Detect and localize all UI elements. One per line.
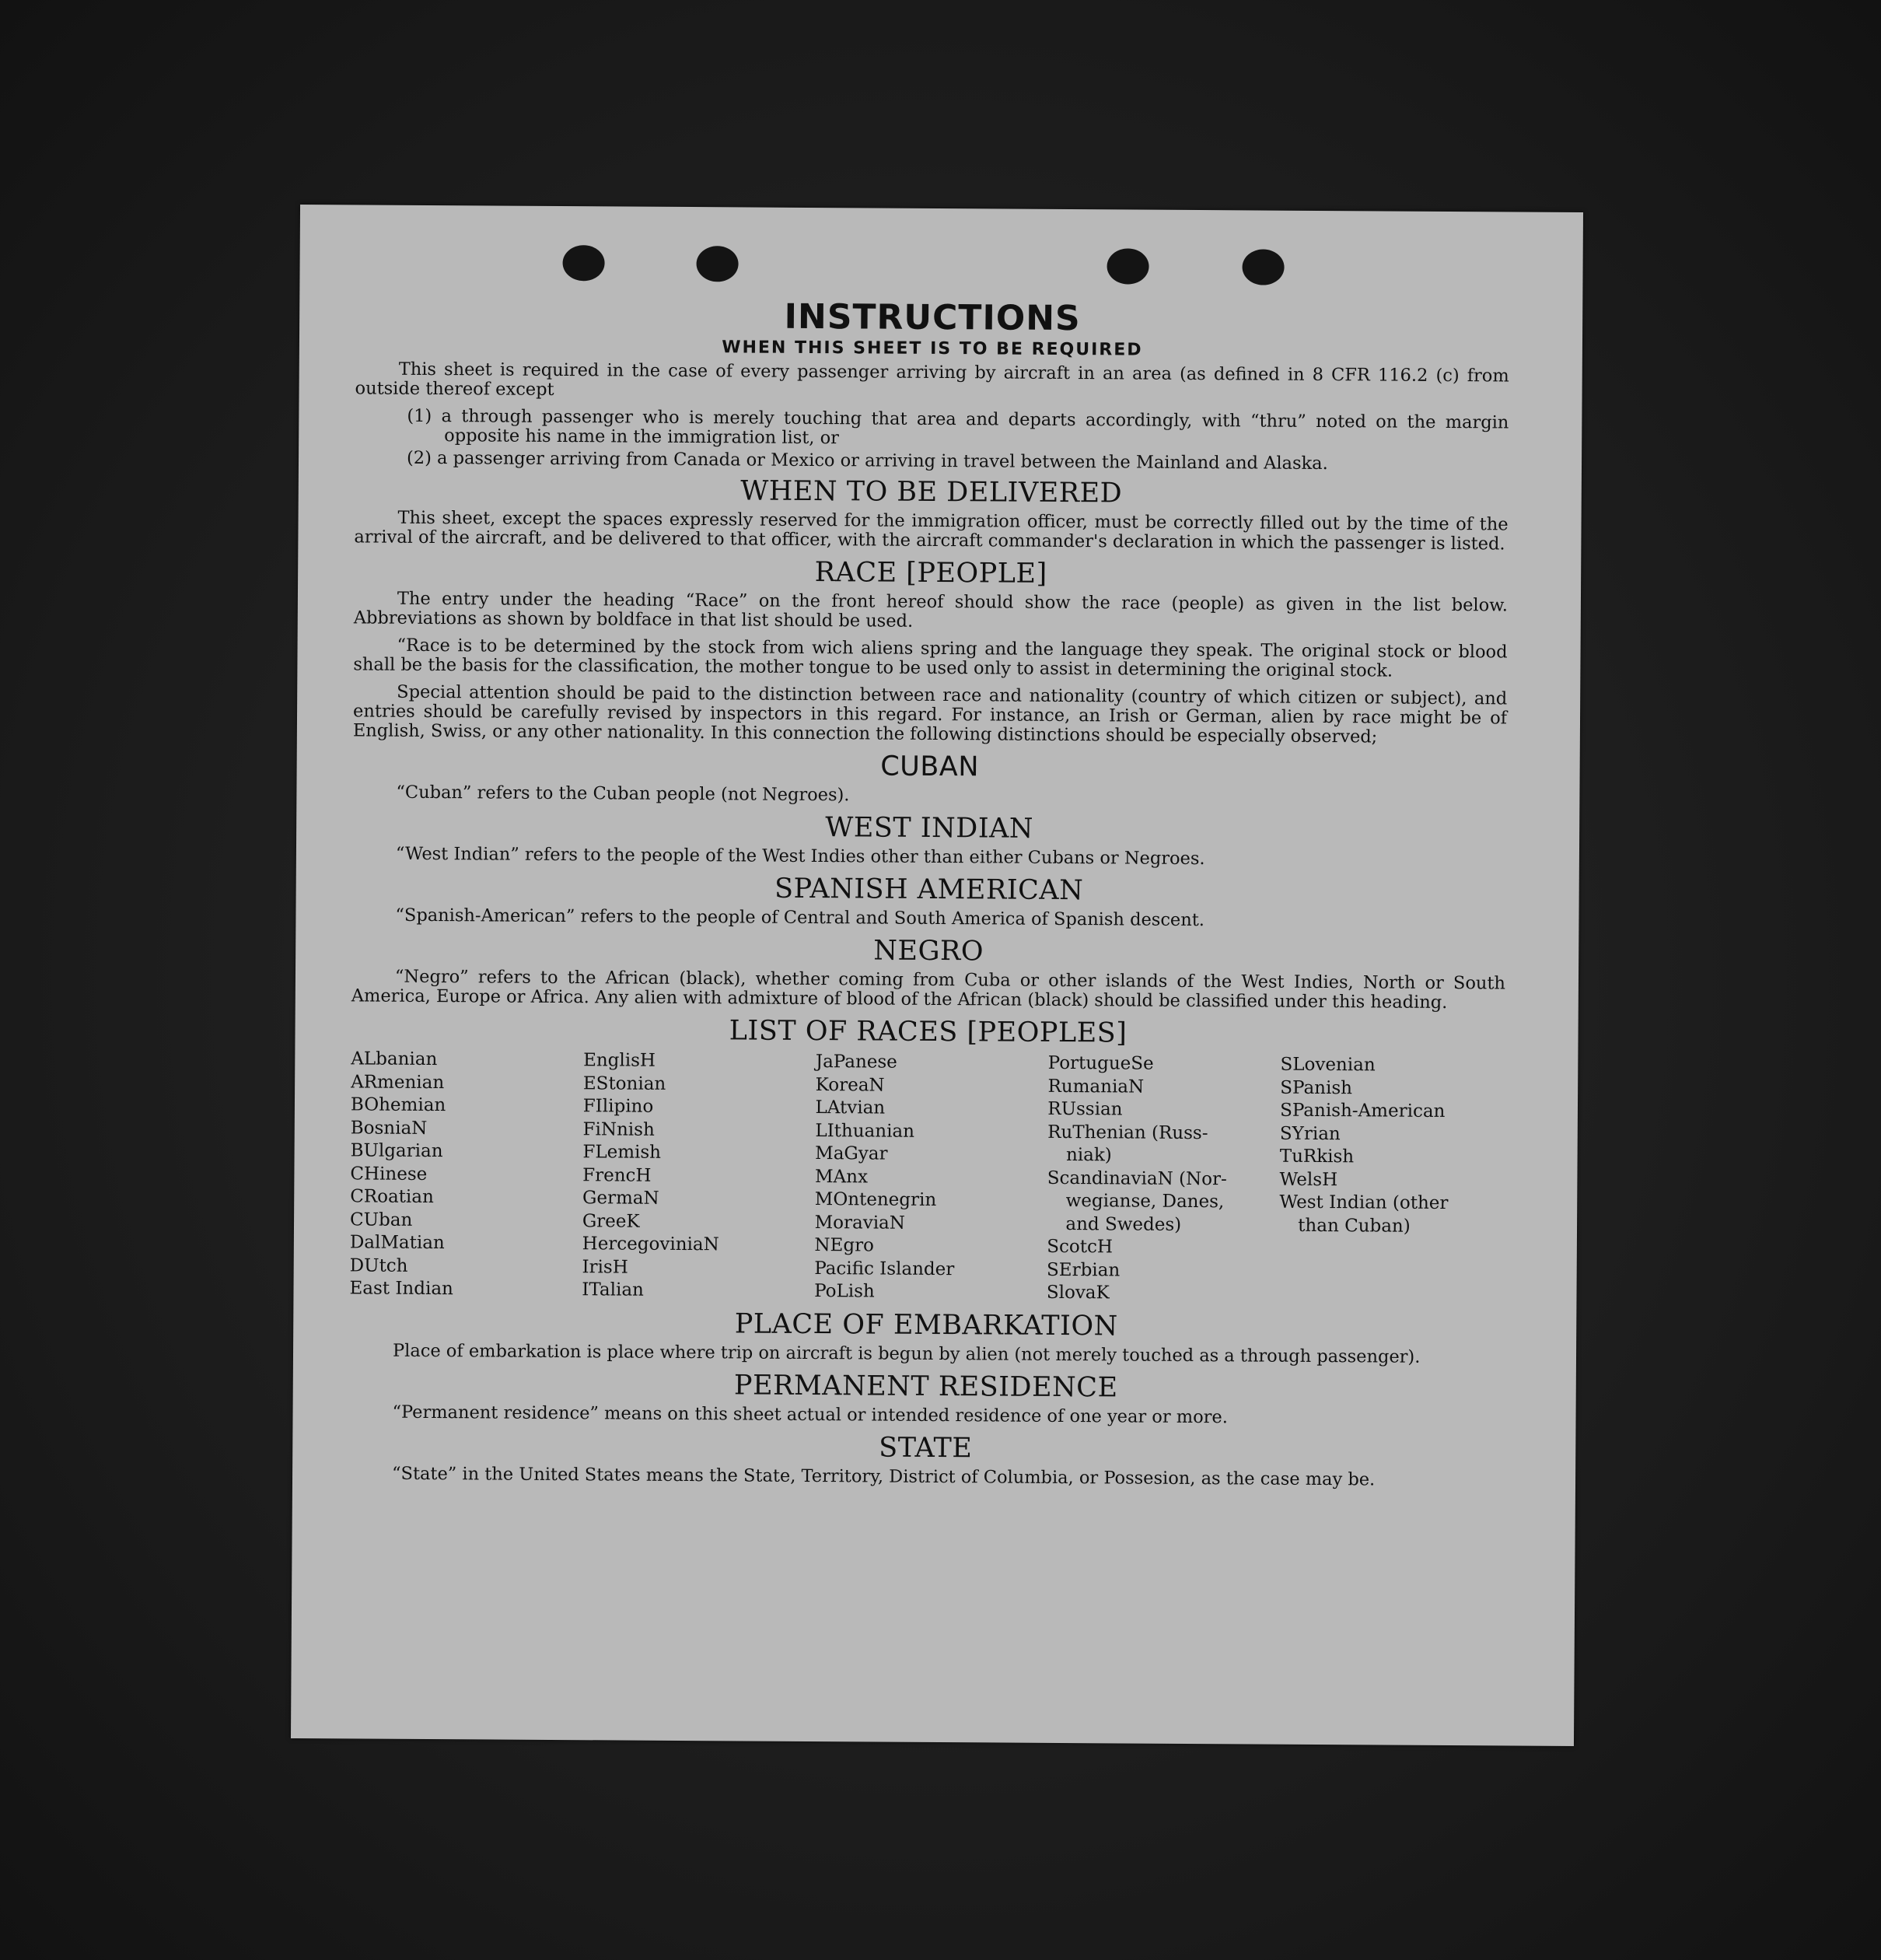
races-column-4 xyxy=(1047,1052,1273,1306)
section-heading-delivered: WHEN TO BE DELIVERED xyxy=(740,475,1123,509)
race-item: RuThenian (Russ- xyxy=(1047,1122,1208,1143)
race-item: IrisH xyxy=(582,1256,628,1278)
race-item: ScandinaviaN (Nor- xyxy=(1047,1167,1227,1189)
races-column-3 xyxy=(814,1051,1040,1304)
race-item: CUban xyxy=(349,1209,413,1230)
section-heading-residence: PERMANENT RESIDENCE xyxy=(733,1369,1118,1403)
races-column-1 xyxy=(349,1048,575,1301)
race-item: BOhemian xyxy=(350,1094,446,1116)
document-sheet xyxy=(291,205,1583,1746)
race-item: SLovenian xyxy=(1280,1054,1376,1076)
section-heading-spanish-american: SPANISH AMERICAN xyxy=(774,873,1084,907)
race-item: than Cuban) xyxy=(1298,1215,1411,1237)
race-item: HercegoviniaN xyxy=(582,1234,719,1255)
west-indian-paragraph: “West Indian” refers to the people of the West Indies other than either Cubans or Negroes. xyxy=(395,843,1205,870)
race-item: ScotcH xyxy=(1047,1236,1114,1258)
section-heading-west-indian: WEST INDIAN xyxy=(825,812,1034,845)
race-item: EStonian xyxy=(582,1073,666,1094)
race-item: SPanish-American xyxy=(1280,1100,1446,1122)
race-item: MaGyar xyxy=(815,1143,888,1164)
race-item: MOntenegrin xyxy=(814,1189,937,1211)
race-item: RumaniaN xyxy=(1047,1076,1145,1097)
race-item: SErbian xyxy=(1047,1259,1121,1280)
race-item: FLemish xyxy=(582,1142,662,1163)
race-item: SlovaK xyxy=(1046,1282,1110,1304)
race-item: Pacific Islander xyxy=(814,1258,955,1279)
race-item: DalMatian xyxy=(349,1232,445,1254)
punch-hole xyxy=(562,245,604,281)
subtitle: WHEN THIS SHEET IS TO BE REQUIRED xyxy=(722,338,1143,360)
race-item: DUtch xyxy=(349,1255,408,1276)
section-heading-race: RACE [PEOPLE] xyxy=(814,557,1047,590)
page-title: INSTRUCTIONS xyxy=(784,296,1081,339)
race-paragraph-2: “Race is to be determined by the stock from wich aliens spring and the language they speak. The original stock or blood shall be the basis for the classification, the mother tongue to be used only to assist in determining the original stock. xyxy=(353,635,1508,681)
embarkation-paragraph: Place of embarkation is place where trip on aircraft is begun by alien (not merely touched as a through passenger). xyxy=(392,1340,1421,1367)
races-column-5 xyxy=(1279,1054,1505,1307)
exception-item: (2) a passenger arriving from Canada or Mexico or arriving in travel between the Mainland and Alaska. xyxy=(406,447,1328,474)
race-item: RUssian xyxy=(1047,1098,1123,1120)
race-item: FIlipino xyxy=(582,1096,654,1117)
section-heading-negro: NEGRO xyxy=(873,935,984,968)
race-item: NEgro xyxy=(814,1235,875,1256)
state-paragraph: “State” in the United States means the State, Territory, District of Columbia, or Possesion, as the case may be. xyxy=(391,1463,1376,1489)
race-item: PoLish xyxy=(814,1281,875,1302)
race-item: MoraviaN xyxy=(814,1212,906,1234)
race-item: PortugueSe xyxy=(1047,1052,1154,1074)
race-item: SPanish xyxy=(1280,1077,1353,1098)
race-item: FiNnish xyxy=(582,1118,655,1140)
race-item: ITalian xyxy=(582,1279,644,1300)
punch-hole xyxy=(1242,249,1284,285)
race-item: LAtvian xyxy=(815,1097,886,1118)
race-item: wegianse, Danes, xyxy=(1065,1191,1225,1213)
race-item: TuRkish xyxy=(1279,1146,1355,1167)
race-item: BosniaN xyxy=(350,1117,428,1139)
intro-paragraph: This sheet is required in the case of every passenger arriving by aircraft in an area (as defined in 8 CFR 116.2 (c) from outside thereof except xyxy=(355,359,1509,400)
race-item: BUlgarian xyxy=(350,1140,443,1162)
race-item: ARmenian xyxy=(351,1071,445,1093)
spanish-american-paragraph: “Spanish-American” refers to the people of Central and South America of Spanish descent. xyxy=(395,905,1205,931)
punch-hole xyxy=(1107,248,1149,284)
race-item: MAnx xyxy=(814,1166,869,1187)
instructions-body xyxy=(348,296,1509,1498)
race-item: JaPanese xyxy=(815,1052,897,1073)
race-item: LIthuanian xyxy=(815,1120,915,1142)
exception-item: (1) a through passenger who is merely touching that area and departs accordingly, with “thru” noted on the margin opposite his name in the immigration list, or xyxy=(407,405,1509,449)
section-heading-state: STATE xyxy=(879,1432,973,1464)
negro-paragraph: “Negro” refers to the African (black), whether coming from Cuba or other islands of the West Indies, North or South America, Europe or Africa. Any alien with admixture of blood of the African (black) should be classified under this heading. xyxy=(351,966,1506,1013)
race-paragraph-1: The entry under the heading “Race” on the front hereof should show the race (people) as given in the list below. Abbreviations as shown by boldface in that list should be used. xyxy=(353,588,1508,632)
race-item: West Indian (other xyxy=(1279,1192,1449,1214)
section-heading-embarkation: PLACE OF EMBARKATION xyxy=(734,1307,1118,1342)
section-heading-cuban: CUBAN xyxy=(880,751,980,783)
races-list xyxy=(349,1048,1505,1307)
race-item: FrencH xyxy=(582,1164,652,1186)
race-item: KoreaN xyxy=(815,1074,885,1096)
race-item: CHinese xyxy=(350,1163,428,1185)
delivered-paragraph: This sheet, except the spaces expressly reserved for the immigration officer, must be correctly filled out by the time of the arrival of the aircraft, and be delivered to that officer, with the aircraft commander's declaration in which the passenger is listed. xyxy=(354,507,1509,555)
residence-paragraph: “Permanent residence” means on this sheet actual or intended residence of one year or more. xyxy=(392,1402,1228,1427)
race-item: GermaN xyxy=(582,1188,659,1209)
race-item: East Indian xyxy=(349,1278,453,1300)
race-item: SYrian xyxy=(1279,1123,1341,1144)
race-item: and Swedes) xyxy=(1065,1213,1182,1235)
race-item: EnglisH xyxy=(583,1050,656,1071)
race-item: GreeK xyxy=(582,1210,640,1232)
race-item: CRoatian xyxy=(350,1186,434,1208)
race-paragraph-3: Special attention should be paid to the distinction between race and nationality (country of which citizen or subject), and entries should be carefully revised by inspectors in this regard. For instance, an Irish or German, alien by race might be of English, Swiss, or any other nationality. In this connection the following distinctions should be especially observed; xyxy=(352,681,1508,747)
race-item: niak) xyxy=(1065,1145,1112,1166)
races-column-2 xyxy=(582,1049,808,1303)
section-heading-list-of-races: LIST OF RACES [PEOPLES] xyxy=(729,1015,1128,1049)
cuban-paragraph: “Cuban” refers to the Cuban people (not Negroes). xyxy=(396,782,850,806)
race-item: ALbanian xyxy=(351,1048,438,1070)
punch-hole xyxy=(696,246,738,282)
race-item: WelsH xyxy=(1279,1169,1338,1190)
